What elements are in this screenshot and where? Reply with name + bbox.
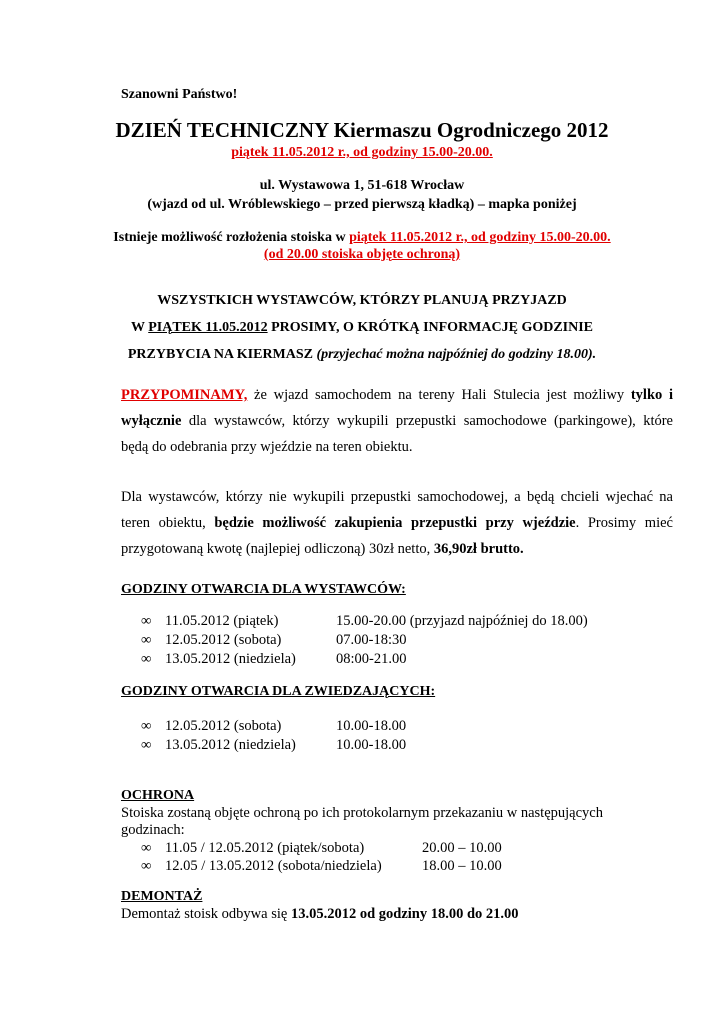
dismantling-heading: DEMONTAŻ [121,889,203,904]
security-hours: 18.00 – 10.00 [422,858,502,874]
stand-setup-prefix: Istnieje możliwość rozłożenia stoiska w [113,230,350,245]
reminder-text-2: dla wystawców, którzy wykupili przepustki samochodowe (parkingowe), które będą do odebrania przy wjeździe na teren obiektu. [121,413,673,455]
security-hours: 20.00 – 10.00 [422,840,502,856]
infinity-bullet-icon: ∞ [141,718,152,734]
request-suffix: PROSIMY, O KRÓTKĄ INFORMACJĘ GODZINIE [267,320,594,335]
list-item [141,613,588,630]
schedule-date: 11.05.2012 (piątek) [165,613,279,629]
exhibitor-request-line-1: WSZYSTKICH WYSTAWCÓW, KTÓRZY PLANUJĄ PRZYJAZD [157,293,567,308]
security-heading: OCHRONA [121,788,195,803]
page-title: DZIEŃ TECHNICZNY Kiermaszu Ogrodniczego 2012 [115,118,609,142]
security-dates: 12.05 / 13.05.2012 (sobota/niedziela) [165,858,382,874]
visitor-hours-heading: GODZINY OTWARCIA DLA ZWIEDZAJĄCYCH: [121,684,436,699]
list-item [141,840,502,857]
list-item [141,858,502,875]
security-dates: 11.05 / 12.05.2012 (piątek/sobota) [165,840,365,856]
request-date: PIĄTEK 11.05.2012 [148,320,268,335]
schedule-date: 13.05.2012 (niedziela) [165,651,296,667]
reminder-text-1: że wjazd samochodem na tereny Hali Stulecia jest możliwy [247,387,631,403]
stand-setup-line [0,230,724,246]
address-line-2: (wjazd od ul. Wróblewskiego – przed pierwszą kładką) – mapka poniżej [147,197,577,212]
security-text-line-1: Stoiska zostaną objęte ochroną po ich protokolarnym przekazaniu w następujących [121,805,603,821]
security-text-line-2: godzinach: [121,822,185,838]
infinity-bullet-icon: ∞ [141,632,152,648]
list-item [141,651,407,668]
pass-price: 36,90zł brutto. [433,541,524,557]
request-arrival: PRZYBYCIA NA KIERMASZ [127,347,317,362]
infinity-bullet-icon: ∞ [141,737,152,753]
schedule-date: 12.05.2012 (sobota) [165,632,282,648]
schedule-hours: 10.00-18.00 [336,737,407,753]
exhibitor-request-line-2 [0,320,724,336]
exhibitor-hours-heading: GODZINY OTWARCIA DLA WYSTAWCÓW: [121,582,406,597]
schedule-date: 13.05.2012 (niedziela) [165,737,296,753]
request-latest-note: (przyjechać można najpóźniej do godziny 18.00). [316,347,597,362]
infinity-bullet-icon: ∞ [141,858,152,874]
pass-emphasis: będzie możliwość zakupienia przepustki przy wjeździe [214,515,576,531]
infinity-bullet-icon: ∞ [141,613,152,629]
pass-info-paragraph [121,484,673,562]
schedule-hours: 07.00-18:30 [336,632,407,648]
list-item [141,718,407,735]
schedule-hours: 10.00-18.00 [336,718,407,734]
reminder-emphasis: tylko i wyłącznie [121,387,673,429]
reminder-paragraph [121,382,673,460]
stand-setup-date: piątek 11.05.2012 r., od godziny 15.00-20.00. [349,230,611,245]
schedule-date: 12.05.2012 (sobota) [165,718,282,734]
stand-security-note: (od 20.00 stoiska objęte ochroną) [263,247,461,262]
schedule-hours: 15.00-20.00 (przyjazd najpóźniej do 18.00) [336,613,588,629]
infinity-bullet-icon: ∞ [141,651,152,667]
list-item [141,737,407,754]
dismantling-prefix: Demontaż stoisk odbywa się [121,906,291,922]
dismantling-date-time: 13.05.2012 od godziny 18.00 do 21.00 [290,906,519,922]
schedule-hours: 08:00-21.00 [336,651,407,667]
list-item [141,632,407,649]
reminder-label: PRZYPOMINAMY, [121,387,248,403]
event-date-subtitle: piątek 11.05.2012 r., od godziny 15.00-20.00. [231,145,493,160]
dismantling-text [121,906,519,923]
exhibitor-request-line-3 [0,347,724,363]
pass-text-1: Dla wystawców, którzy nie wykupili przepustki samochodowej, a będą chcieli wjechać na teren obiektu, [121,489,673,531]
infinity-bullet-icon: ∞ [141,840,152,856]
address-line-1: ul. Wystawowa 1, 51-618 Wrocław [259,178,465,193]
request-prefix: W [130,320,149,335]
pass-text-2: . Prosimy mieć przygotowaną kwotę (najlepiej odliczoną) 30zł netto, [121,515,673,557]
greeting: Szanowni Państwo! [121,87,238,102]
